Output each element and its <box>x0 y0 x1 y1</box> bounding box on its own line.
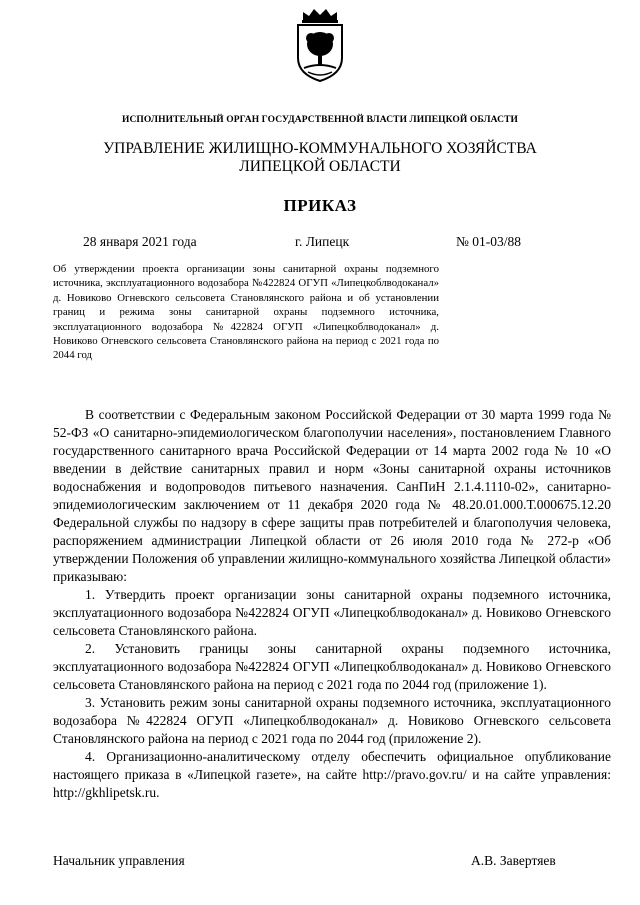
body-item-4: 4. Организационно-аналитическому отделу обеспечить официальное опубликование настоящего приказа в «Липецкой газете», на сайте http://pravo.gov.ru/ и на сайте управления: http://gkhlipetsk.ru. <box>53 749 611 800</box>
coat-of-arms-icon <box>290 6 350 86</box>
document-title: ПРИКАЗ <box>283 196 357 215</box>
body-item-1: 1. Утвердить проект организации зоны санитарной охраны подземного источника, эксплуатационного водозабора №422824 ОГУП «Липецкоблводоканал» д. Новиково Огневского сельсовета Становлянского района. <box>53 587 611 638</box>
signature-title: Начальник управления <box>53 853 185 868</box>
body-preamble: В соответствии с Федеральным законом Российской Федерации от 30 марта 1999 года № 52-ФЗ «О санитарно-эпидемиологическом благополучии населения», постановлением Главного государственного санитарного врача Российской Федерации от 14 марта 2002 года № 10 «О введении в действие санитарных правил и норм «Зоны санитарной охраны источников водоснабжения и водопроводов питьевого назначения. СанПиН 2.1.4.1110-02», санитарно-эпидемиологическим заключением от 11 декабря 2020 года № 48.20.01.000.Т.000675.12.20 Федеральной службы по надзору в сфере защиты прав потребителей и благополучия человека, распоряжением администрации Липецкой области от 26 июля 2010 года № 272-р «Об утверждении Положения об управлении жилищно-коммунального хозяйства Липецкой области» приказываю: <box>53 407 611 584</box>
body-item-3: 3. Установить режим зоны санитарной охраны подземного источника, эксплуатационного водозабора №422824 ОГУП «Липецкоблводоканал» д. Новиково Огневского сельсовета Становлянского района на период с 2021 года по 2044 год (приложение 2). <box>53 695 611 746</box>
document-date: 28 января 2021 года <box>83 234 197 249</box>
body-item-2: 2. Установить границы зоны санитарной охраны подземного источника, эксплуатационного водозабора №422824 ОГУП «Липецкоблводоканал» д. Новиково Огневского сельсовета Становлянского района на период с 2021 года по 2044 год (приложение 1). <box>53 641 611 692</box>
department-line-1: УПРАВЛЕНИЕ ЖИЛИЩНО-КОММУНАЛЬНОГО ХОЗЯЙСТВА <box>103 140 537 157</box>
organization-name: ИСПОЛНИТЕЛЬНЫЙ ОРГАН ГОСУДАРСТВЕННОЙ ВЛАСТИ ЛИПЕЦКОЙ ОБЛАСТИ <box>121 115 519 125</box>
signature-name: А.В. Завертяев <box>471 853 556 868</box>
document-city: г. Липецк <box>295 234 350 249</box>
document-number: № 01-03/88 <box>456 234 522 249</box>
document-body <box>53 406 611 802</box>
department-line-2: ЛИПЕЦКОЙ ОБЛАСТИ <box>239 158 401 175</box>
document-subject: Об утверждении проекта организации зоны санитарной охраны подземного источника, эксплуатационного водозабора №422824 ОГУП «Липецкоблводоканал» д. Новиково Огневского сельсовета Становлянского района и об установлении границ и режима зоны санитарной охраны подземного источника, эксплуатационного водозабора №422824 ОГУП «Липецкоблводоканал» д. Новиково Огневского сельсовета Становлянского района на период с 2021 года по 2044 год <box>53 263 439 362</box>
department-name <box>0 140 640 176</box>
